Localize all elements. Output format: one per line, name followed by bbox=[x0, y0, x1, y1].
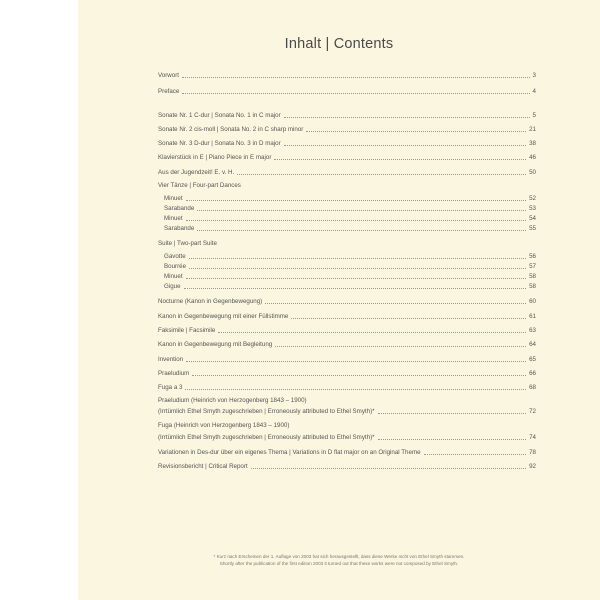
toc-entry-fuga-a-3[interactable] bbox=[158, 382, 536, 392]
toc-group-heading-dances: Vier Tänze | Four-part Dances bbox=[158, 182, 241, 189]
toc-entry-gigue[interactable] bbox=[164, 281, 536, 291]
toc-entry-facsimile[interactable] bbox=[158, 325, 536, 335]
toc-label: Vorwort bbox=[158, 72, 179, 79]
dot-leader bbox=[197, 230, 526, 231]
toc-label: Kanon in Gegenbewegung mit einer Füllstimme bbox=[158, 313, 289, 320]
toc-entry-gavotte[interactable] bbox=[164, 251, 536, 261]
dot-leader bbox=[192, 375, 526, 376]
toc-label: Minuet bbox=[164, 195, 183, 202]
toc-label: Sarabande bbox=[164, 225, 195, 232]
dot-leader bbox=[251, 468, 526, 469]
toc-page-number: 5 bbox=[532, 112, 536, 119]
toc-entry-minuet[interactable] bbox=[164, 213, 536, 223]
toc-entry-sonata-3[interactable] bbox=[158, 138, 536, 148]
toc-label: Klavierstück in E | Piano Piece in E major bbox=[158, 154, 272, 161]
toc-entry-piano-piece[interactable] bbox=[158, 152, 536, 162]
dot-leader bbox=[189, 268, 526, 269]
toc-label: Praeludium bbox=[158, 370, 190, 377]
toc-entry-invention[interactable] bbox=[158, 354, 536, 364]
toc-page-number: 58 bbox=[529, 273, 536, 280]
toc-label: Preface bbox=[158, 88, 180, 95]
toc-label: Gigue bbox=[164, 283, 181, 290]
dot-leader bbox=[185, 389, 526, 390]
toc-entry-preface[interactable] bbox=[158, 86, 536, 96]
toc-page-number: 74 bbox=[529, 434, 536, 441]
dot-leader bbox=[182, 77, 530, 78]
toc-entry-kanon-begleitung[interactable] bbox=[158, 339, 536, 349]
dot-leader bbox=[197, 210, 526, 211]
toc-page-number: 61 bbox=[529, 313, 536, 320]
toc-label: (Irrtümlich Ethel Smyth zugeschrieben | Erroneously attributed to Ethel Smyth)* bbox=[158, 408, 375, 415]
toc-entry-fuga-attribution[interactable] bbox=[158, 432, 536, 442]
toc-entry-praeludium[interactable] bbox=[158, 368, 536, 378]
toc-page-number: 92 bbox=[529, 463, 536, 470]
dot-leader bbox=[182, 93, 529, 94]
toc-label: Revisionsbericht | Critical Report bbox=[158, 463, 248, 470]
toc-page-number: 38 bbox=[529, 140, 536, 147]
toc-label: Gavotte bbox=[164, 253, 186, 260]
toc-label: Sarabande bbox=[164, 205, 195, 212]
toc-page-number: 54 bbox=[529, 215, 536, 222]
dot-leader bbox=[306, 131, 526, 132]
dot-leader bbox=[378, 413, 527, 414]
toc-page-number: 3 bbox=[532, 72, 536, 79]
toc-page-number: 78 bbox=[529, 449, 536, 456]
toc-label: Nocturne (Kanon in Gegenbewegung) bbox=[158, 298, 263, 305]
toc-page-number: 4 bbox=[532, 88, 536, 95]
toc-entry-sarabande[interactable] bbox=[164, 203, 536, 213]
toc-page-number: 63 bbox=[529, 327, 536, 334]
toc-label: Variationen in Des-dur über ein eigenes Thema | Variations in D flat major on an Original Theme bbox=[158, 449, 421, 456]
toc-page-number: 65 bbox=[529, 356, 536, 363]
toc-page-number: 53 bbox=[529, 205, 536, 212]
toc-entry-variationen[interactable] bbox=[158, 447, 536, 457]
toc-page-number: 46 bbox=[529, 154, 536, 161]
dot-leader bbox=[184, 288, 527, 289]
toc-label: Aus der Jugendzeit! E. v. H. bbox=[158, 169, 235, 176]
toc-entry-bourree[interactable] bbox=[164, 261, 536, 271]
toc-page-number: 50 bbox=[529, 169, 536, 176]
toc-label: (Irrtümlich Ethel Smyth zugeschrieben | Erroneously attributed to Ethel Smyth)* bbox=[158, 434, 375, 441]
toc-group-heading-suite: Suite | Two-part Suite bbox=[158, 240, 217, 247]
dot-leader bbox=[186, 200, 527, 201]
toc-page-number: 52 bbox=[529, 195, 536, 202]
dot-leader bbox=[265, 303, 526, 304]
toc-entry-minuet[interactable] bbox=[164, 271, 536, 281]
toc-label: Fuga a 3 bbox=[158, 384, 183, 391]
toc-page-number: 21 bbox=[529, 126, 536, 133]
toc-label: Kanon in Gegenbewegung mit Begleitung bbox=[158, 341, 273, 348]
toc-page-number: 58 bbox=[529, 283, 536, 290]
dot-leader bbox=[274, 159, 526, 160]
dot-leader bbox=[218, 332, 526, 333]
footnote-line-english: Shortly after the publication of the first edition 2003 it turned out that these works were not composed by Ethel Smyth. bbox=[219, 560, 459, 566]
toc-label: Sonate Nr. 2 cis-moll | Sonata No. 2 in C sharp minor bbox=[158, 126, 304, 133]
toc-entry-praeludium-attribution[interactable] bbox=[158, 406, 536, 416]
dot-leader bbox=[378, 439, 527, 440]
footnote-line-german: * Kurz nach Erscheinen der 1. Auflage von 2003 hat sich herausgestellt, dass diese Werke nicht von Ethel Smyth stammen. bbox=[213, 554, 465, 559]
toc-label: Invention bbox=[158, 356, 184, 363]
dot-leader bbox=[284, 117, 530, 118]
dot-leader bbox=[291, 318, 526, 319]
toc-entry-sonata-1[interactable] bbox=[158, 110, 536, 120]
toc-label: Faksimile | Facsimile bbox=[158, 327, 216, 334]
toc-group-heading-praeludium-herzogenberg: Praeludium (Heinrich von Herzogenberg 1843 – 1900) bbox=[158, 397, 307, 404]
toc-entry-nocturne[interactable] bbox=[158, 296, 536, 306]
dot-leader bbox=[186, 361, 526, 362]
toc-label: Minuet bbox=[164, 273, 183, 280]
toc-page-number: 68 bbox=[529, 384, 536, 391]
toc-group-heading-fuga-herzogenberg: Fuga (Heinrich von Herzogenberg 1843 – 1900) bbox=[158, 422, 290, 429]
toc-page-number: 60 bbox=[529, 298, 536, 305]
toc-entry-kanon-fuellstimme[interactable] bbox=[158, 311, 536, 321]
toc-label: Bourrée bbox=[164, 263, 187, 270]
dot-leader bbox=[284, 145, 526, 146]
toc-page-number: 66 bbox=[529, 370, 536, 377]
toc-entry-jugendzeit[interactable] bbox=[158, 167, 536, 177]
page-sheet bbox=[78, 0, 600, 600]
footnote bbox=[78, 554, 600, 567]
toc-entry-revisionsbericht[interactable] bbox=[158, 461, 536, 471]
toc-entry-vorwort[interactable] bbox=[158, 70, 536, 80]
toc-label: Sonate Nr. 1 C-dur | Sonata No. 1 in C major bbox=[158, 112, 281, 119]
toc-page-number: 64 bbox=[529, 341, 536, 348]
toc-label: Minuet bbox=[164, 215, 183, 222]
toc-page-number: 56 bbox=[529, 253, 536, 260]
dot-leader bbox=[237, 174, 526, 175]
page-title: Inhalt | Contents bbox=[284, 36, 394, 52]
toc-entry-minuet[interactable] bbox=[164, 193, 536, 203]
toc-page-number: 72 bbox=[529, 408, 536, 415]
dot-leader bbox=[186, 220, 527, 221]
toc-page-number: 57 bbox=[529, 263, 536, 270]
dot-leader bbox=[186, 278, 527, 279]
toc-entry-sarabande[interactable] bbox=[164, 223, 536, 233]
dot-leader bbox=[189, 258, 526, 259]
toc-entry-sonata-2[interactable] bbox=[158, 124, 536, 134]
toc-label: Sonate Nr. 3 D-dur | Sonata No. 3 in D major bbox=[158, 140, 281, 147]
toc-page-number: 55 bbox=[529, 225, 536, 232]
dot-leader bbox=[424, 454, 527, 455]
dot-leader bbox=[275, 346, 526, 347]
